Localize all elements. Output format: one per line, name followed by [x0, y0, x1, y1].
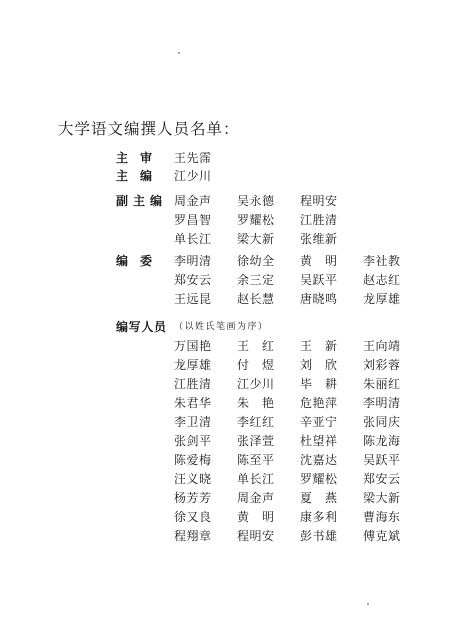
scan-speck: [178, 52, 180, 54]
person-name: 辛亚宁: [300, 415, 338, 429]
person-name: 吴跃平: [363, 453, 401, 467]
person-name: 毕 耕: [300, 377, 338, 391]
person-name: 单长江: [237, 472, 275, 486]
editorial-board-row: [116, 271, 426, 290]
person-name: 梁大新: [363, 491, 401, 505]
person-name: 周金声: [174, 194, 212, 208]
scan-speck: [367, 603, 369, 605]
person-name: 傅克斌: [363, 529, 401, 543]
person-name: 单长江: [174, 232, 212, 246]
writers-row: [116, 432, 426, 451]
person-name: 周金声: [237, 491, 275, 505]
person-name: 危艳萍: [300, 396, 338, 410]
person-name: 万国艳: [174, 339, 212, 353]
person-name: 吴跃平: [300, 273, 338, 287]
person-name: 刘 欣: [300, 358, 338, 372]
chief-editor-row: [116, 167, 237, 186]
person-name: 江胜清: [300, 213, 338, 227]
person-name: 张泽萱: [237, 434, 275, 448]
page-title: 大学语文编撰人员名单：: [58, 120, 240, 138]
person-name: 彭书雄: [300, 529, 338, 543]
person-name: 郑安云: [363, 472, 401, 486]
person-name: 王向靖: [363, 339, 401, 353]
person-name: 曹海东: [363, 510, 401, 524]
role-label: [116, 149, 174, 168]
person-name: 陈至平: [237, 453, 275, 467]
writers-section: [116, 318, 426, 546]
person-name: 李明清: [174, 254, 212, 268]
role-char: 编: [116, 254, 129, 268]
person-name: 徐又良: [174, 510, 212, 524]
chief-reviewer-row: [116, 149, 237, 168]
person-name: 黄 明: [237, 510, 275, 524]
editorial-board-row: [116, 252, 426, 271]
deputy-editors-section: [116, 192, 363, 249]
person-name: 江胜清: [174, 377, 212, 391]
person-name: 程明安: [237, 529, 275, 543]
person-name: 李明清: [363, 396, 401, 410]
person-name: 付 煜: [237, 358, 275, 372]
editorial-board-row: [116, 290, 426, 309]
writers-row: [116, 451, 426, 470]
person-name: 杨芳芳: [174, 491, 212, 505]
person-name: 黄 明: [300, 254, 338, 268]
person-name: 罗耀松: [300, 472, 338, 486]
role-label: [116, 167, 174, 186]
person-name: 刘彩蓉: [363, 358, 401, 372]
deputy-editors-row: [116, 230, 363, 249]
writers-row: [116, 489, 426, 508]
person-name: 程翔章: [174, 529, 212, 543]
person-name: 龙厚雄: [363, 292, 401, 306]
role-char: 人: [141, 320, 154, 334]
chief-editor-section: [116, 167, 237, 186]
role-char: 审: [139, 151, 152, 165]
writers-row: [116, 394, 426, 413]
person-name: 朱君华: [174, 396, 212, 410]
person-name: 唐晓鸣: [300, 292, 338, 306]
person-name: 李社教: [363, 254, 401, 268]
writers-header-row: [116, 318, 426, 337]
person-name: 徐幼全: [237, 254, 275, 268]
deputy-editors-row: [116, 192, 363, 211]
ordering-note: （以姓氏笔画为序）: [174, 322, 269, 332]
person-name: 吴永德: [237, 194, 275, 208]
role-label: [116, 318, 174, 337]
person-name: 朱丽红: [363, 377, 401, 391]
writers-row: [116, 527, 426, 546]
writers-row: [116, 470, 426, 489]
writers-row: [116, 413, 426, 432]
person-name: 朱 艳: [237, 396, 275, 410]
person-name: 康多利: [300, 510, 338, 524]
person-name: 夏 燕: [300, 491, 338, 505]
role-char: 编: [149, 194, 162, 208]
chief-reviewer-section: [116, 149, 237, 168]
person-name: 汪义晓: [174, 472, 212, 486]
person-name: 李卫清: [174, 415, 212, 429]
role-char: 委: [139, 254, 152, 268]
person-name: 陈爱梅: [174, 453, 212, 467]
person-name: 沈嘉达: [300, 453, 338, 467]
writers-row: [116, 356, 426, 375]
editorial-board-section: [116, 252, 426, 309]
person-name: 杜望祥: [300, 434, 338, 448]
writers-row: [116, 337, 426, 356]
person-name: 张维新: [300, 232, 338, 246]
person-name: 陈龙海: [363, 434, 401, 448]
person-name: 罗昌智: [174, 213, 212, 227]
person-name: 余三定: [237, 273, 275, 287]
role-label: [116, 192, 174, 211]
role-char: 主: [132, 194, 145, 208]
role-char: 编: [116, 320, 129, 334]
person-name: 张同庆: [363, 415, 401, 429]
person-name: 龙厚雄: [174, 358, 212, 372]
role-label: [116, 252, 174, 271]
person-name: 程明安: [300, 194, 338, 208]
role-char: 写: [128, 320, 141, 334]
deputy-editors-row: [116, 211, 363, 230]
person-name: 江少川: [174, 169, 212, 183]
role-char: 员: [153, 320, 166, 334]
person-name: 王 新: [300, 339, 338, 353]
person-name: 张剑平: [174, 434, 212, 448]
person-name: 赵长慧: [237, 292, 275, 306]
person-name: 王远昆: [174, 292, 212, 306]
person-name: 李红红: [237, 415, 275, 429]
role-char: 主: [116, 151, 129, 165]
role-char: 主: [116, 169, 129, 183]
role-char: 副: [116, 194, 129, 208]
person-name: 王先霈: [174, 151, 212, 165]
writers-row: [116, 375, 426, 394]
person-name: 罗耀松: [237, 213, 275, 227]
person-name: 郑安云: [174, 273, 212, 287]
writers-row: [116, 508, 426, 527]
person-name: 江少川: [237, 377, 275, 391]
person-name: 王 红: [237, 339, 275, 353]
person-name: 梁大新: [237, 232, 275, 246]
person-name: 赵志红: [363, 273, 401, 287]
role-char: 编: [139, 169, 152, 183]
